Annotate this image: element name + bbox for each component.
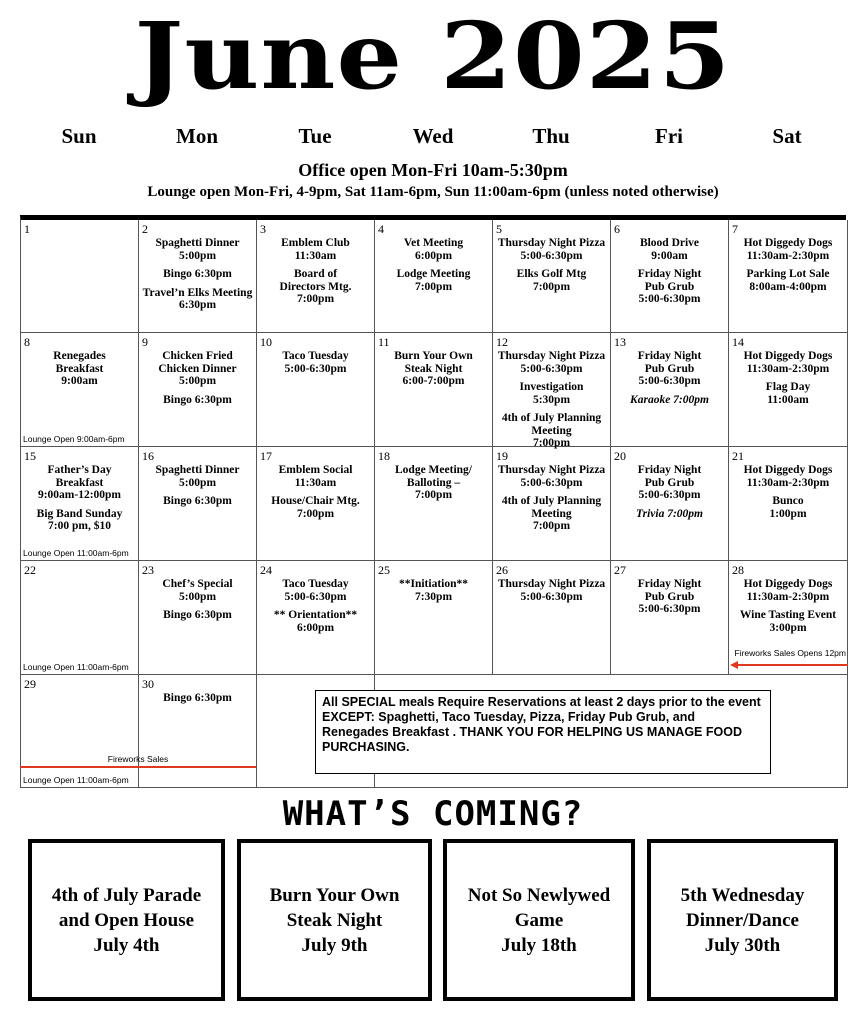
day-cell: [611, 333, 729, 447]
event-entry: Taco Tuesday 5:00-6:30pm: [282, 578, 349, 603]
event-entry: Hot Diggedy Dogs 11:30am-2:30pm: [743, 350, 833, 375]
day-number: 16: [142, 449, 154, 463]
coming-event-card: [443, 839, 635, 1001]
day-cell: [611, 447, 729, 561]
weekday-sun: Sun: [61, 124, 97, 148]
event-entry: Thursday Night Pizza 5:00-6:30pm: [497, 464, 606, 489]
day-events: [375, 350, 492, 394]
day-cell: [729, 220, 848, 333]
day-cell: [493, 220, 611, 333]
day-number: 13: [614, 335, 626, 349]
day-cell: [21, 447, 139, 561]
day-events: [493, 464, 610, 539]
day-events: [139, 464, 256, 514]
day-number: 23: [142, 563, 154, 577]
day-number: 30: [142, 677, 154, 691]
weekday-thu: Thu: [532, 124, 570, 148]
day-number: 7: [732, 222, 738, 236]
left-arrow-icon: [730, 660, 848, 670]
coming-event-card: [28, 839, 225, 1001]
day-events: [611, 350, 728, 412]
event-entry: Investigation 5:30pm: [519, 381, 584, 406]
day-number: 3: [260, 222, 266, 236]
event-entry: Hot Diggedy Dogs 11:30am-2:30pm: [743, 237, 833, 262]
day-events: [375, 237, 492, 299]
day-cell: [729, 447, 848, 561]
day-cell: [139, 333, 257, 447]
event-entry: Friday Night Pub Grub 5:00-6:30pm: [637, 578, 702, 615]
day-cell: [21, 220, 139, 333]
day-events: [375, 464, 492, 508]
day-events: [139, 578, 256, 628]
day-number: 17: [260, 449, 272, 463]
event-entry: ** Orientation** 6:00pm: [273, 609, 358, 634]
event-entry: Bingo 6:30pm: [163, 692, 232, 704]
event-entry: Bingo 6:30pm: [163, 393, 232, 406]
event-entry: Travel’n Elks Meeting 6:30pm: [142, 286, 253, 311]
event-entry: Trivia 7:00pm: [636, 507, 703, 520]
day-number: 28: [732, 563, 744, 577]
event-entry: Taco Tuesday 5:00-6:30pm: [282, 350, 349, 375]
coming-event-text: Not So Newlywed Game July 18th: [467, 884, 611, 956]
day-cell: [139, 447, 257, 561]
coming-event-card: [237, 839, 432, 1001]
day-events: [139, 350, 256, 412]
event-entry: Big Band Sunday 7:00 pm, $10: [36, 507, 123, 532]
day-events: [257, 350, 374, 381]
event-entry: Board of Directors Mtg. 7:00pm: [279, 268, 352, 305]
page-title: June 2025: [134, 2, 732, 110]
day-number: 19: [496, 449, 508, 463]
day-number: 21: [732, 449, 744, 463]
day-cell: [139, 561, 257, 675]
day-number: 29: [24, 677, 36, 691]
reservation-note: All SPECIAL meals Require Reservations at least 2 days prior to the event EXCEPT: Spaghetti, Taco Tuesday, Pizza, Friday Pub Grub, and Renegades Breakfast . THANK YOU FOR HELPING US MANAGE FOOD PURCHASING.: [315, 690, 771, 774]
day-events: [611, 237, 728, 312]
day-cell: [611, 220, 729, 333]
event-entry: Emblem Social 11:30am: [278, 464, 353, 489]
day-cell: [375, 561, 493, 675]
day-cell: [21, 333, 139, 447]
day-cell: [257, 333, 375, 447]
day-number: 1: [24, 222, 30, 236]
day-number: 8: [24, 335, 30, 349]
day-number: 6: [614, 222, 620, 236]
day-events: [257, 578, 374, 640]
lounge-open-note: Lounge Open 11:00am-6pm: [23, 662, 129, 672]
event-entry: Chicken Fried Chicken Dinner 5:00pm: [158, 350, 237, 387]
event-entry: Thursday Night Pizza 5:00-6:30pm: [497, 237, 606, 262]
day-cell: [257, 220, 375, 333]
event-entry: Spaghetti Dinner 5:00pm: [155, 464, 240, 489]
event-entry: Vet Meeting 6:00pm: [403, 237, 464, 262]
day-number: 15: [24, 449, 36, 463]
day-cell: [493, 447, 611, 561]
day-events: [21, 464, 138, 539]
event-entry: 4th of July Planning Meeting 7:00pm: [501, 412, 602, 449]
event-entry: Thursday Night Pizza 5:00-6:30pm: [497, 578, 606, 603]
coming-event-text: Burn Your Own Steak Night July 9th: [269, 884, 400, 956]
office-hours: Office open Mon-Fri 10am-5:30pm: [298, 160, 568, 180]
day-cell: [21, 675, 139, 788]
event-entry: Hot Diggedy Dogs 11:30am-2:30pm: [743, 578, 833, 603]
event-entry: Bingo 6:30pm: [163, 495, 232, 507]
event-entry: Friday Night Pub Grub 5:00-6:30pm: [637, 464, 702, 501]
day-number: 5: [496, 222, 502, 236]
day-events: [21, 350, 138, 394]
day-events: [729, 350, 847, 412]
day-number: 22: [24, 563, 36, 577]
day-number: 18: [378, 449, 390, 463]
event-entry: Blood Drive 9:00am: [639, 237, 700, 262]
day-cell: [139, 675, 257, 788]
event-entry: Burn Your Own Steak Night 6:00-7:00pm: [394, 350, 473, 387]
day-number: 4: [378, 222, 384, 236]
day-number: 10: [260, 335, 272, 349]
day-events: [611, 464, 728, 526]
day-events: [729, 464, 847, 526]
day-number: 9: [142, 335, 148, 349]
event-entry: Friday Night Pub Grub 5:00-6:30pm: [637, 268, 702, 305]
event-entry: Renegades Breakfast 9:00am: [53, 350, 106, 387]
event-entry: Spaghetti Dinner 5:00pm: [155, 237, 240, 262]
event-entry: Hot Diggedy Dogs 11:30am-2:30pm: [743, 464, 833, 489]
day-cell: [21, 561, 139, 675]
event-entry: Lodge Meeting/ Balloting – 7:00pm: [395, 464, 472, 501]
event-entry: 4th of July Planning Meeting 7:00pm: [501, 495, 602, 532]
weekday-fri: Fri: [655, 124, 683, 148]
day-events: [729, 237, 847, 299]
day-number: 20: [614, 449, 626, 463]
day-events: [139, 237, 256, 318]
day-events: [611, 578, 728, 622]
day-cell: [257, 447, 375, 561]
day-cell: [257, 561, 375, 675]
day-events: [139, 692, 256, 711]
day-number: 2: [142, 222, 148, 236]
weekday-sat: Sat: [772, 124, 802, 148]
coming-event-text: 4th of July Parade and Open House July 4th: [51, 884, 202, 956]
day-cell: [375, 220, 493, 333]
fireworks-sales-label: Fireworks Sales: [107, 754, 169, 764]
event-entry: Bingo 6:30pm: [163, 268, 232, 280]
weekday-mon: Mon: [176, 124, 218, 148]
event-entry: Lodge Meeting 7:00pm: [396, 268, 471, 293]
day-cell: [375, 333, 493, 447]
coming-event-card: [647, 839, 838, 1001]
event-entry: Chef’s Special 5:00pm: [162, 578, 233, 603]
lounge-hours: Lounge open Mon-Fri, 4-9pm, Sat 11am-6pm, Sun 11:00am-6pm (unless noted otherwise): [147, 184, 719, 200]
event-entry: Friday Night Pub Grub 5:00-6:30pm: [637, 350, 702, 387]
day-number: 24: [260, 563, 272, 577]
weekday-tue: Tue: [298, 124, 332, 148]
day-events: [493, 350, 610, 456]
day-number: 12: [496, 335, 508, 349]
day-number: 25: [378, 563, 390, 577]
day-number: 26: [496, 563, 508, 577]
day-number: 27: [614, 563, 626, 577]
day-cell: [729, 333, 848, 447]
lounge-open-note: Lounge Open 11:00am-6pm: [23, 775, 129, 785]
event-entry: **Initiation** 7:30pm: [398, 578, 468, 603]
fireworks-sales-line: [20, 766, 256, 768]
event-entry: Bingo 6:30pm: [163, 609, 232, 621]
lounge-open-note: Lounge Open 11:00am-6pm: [23, 548, 129, 558]
day-number: 11: [378, 335, 390, 349]
day-events: [729, 578, 847, 640]
event-entry: Emblem Club 11:30am: [281, 237, 350, 262]
event-entry: Elks Golf Mtg 7:00pm: [516, 268, 587, 293]
lounge-open-note: Lounge Open 9:00am-6pm: [23, 434, 125, 444]
event-entry: Thursday Night Pizza 5:00-6:30pm: [497, 350, 606, 375]
day-number: 14: [732, 335, 744, 349]
day-events: [257, 237, 374, 312]
day-cell: [611, 561, 729, 675]
event-entry: Parking Lot Sale 8:00am-4:00pm: [746, 268, 830, 293]
event-entry: Karaoke 7:00pm: [630, 393, 709, 406]
day-cell: [493, 333, 611, 447]
event-entry: Father’s Day Breakfast 9:00am-12:00pm: [37, 464, 122, 501]
fireworks-opens-label: Fireworks Sales Opens 12pm: [734, 648, 846, 658]
event-entry: House/Chair Mtg. 7:00pm: [271, 495, 360, 520]
day-events: [493, 237, 610, 299]
event-entry: Wine Tasting Event 3:00pm: [739, 609, 837, 634]
coming-heading: WHAT’S COMING?: [282, 794, 584, 834]
event-entry: Bunco 1:00pm: [769, 495, 807, 520]
day-events: [257, 464, 374, 526]
day-cell: [493, 561, 611, 675]
event-entry: Flag Day 11:00am: [765, 381, 811, 406]
day-cell: [375, 447, 493, 561]
weekday-wed: Wed: [412, 124, 454, 148]
day-events: [493, 578, 610, 609]
coming-event-text: 5th Wednesday Dinner/Dance July 30th: [680, 884, 805, 956]
day-events: [375, 578, 492, 609]
day-cell: [139, 220, 257, 333]
